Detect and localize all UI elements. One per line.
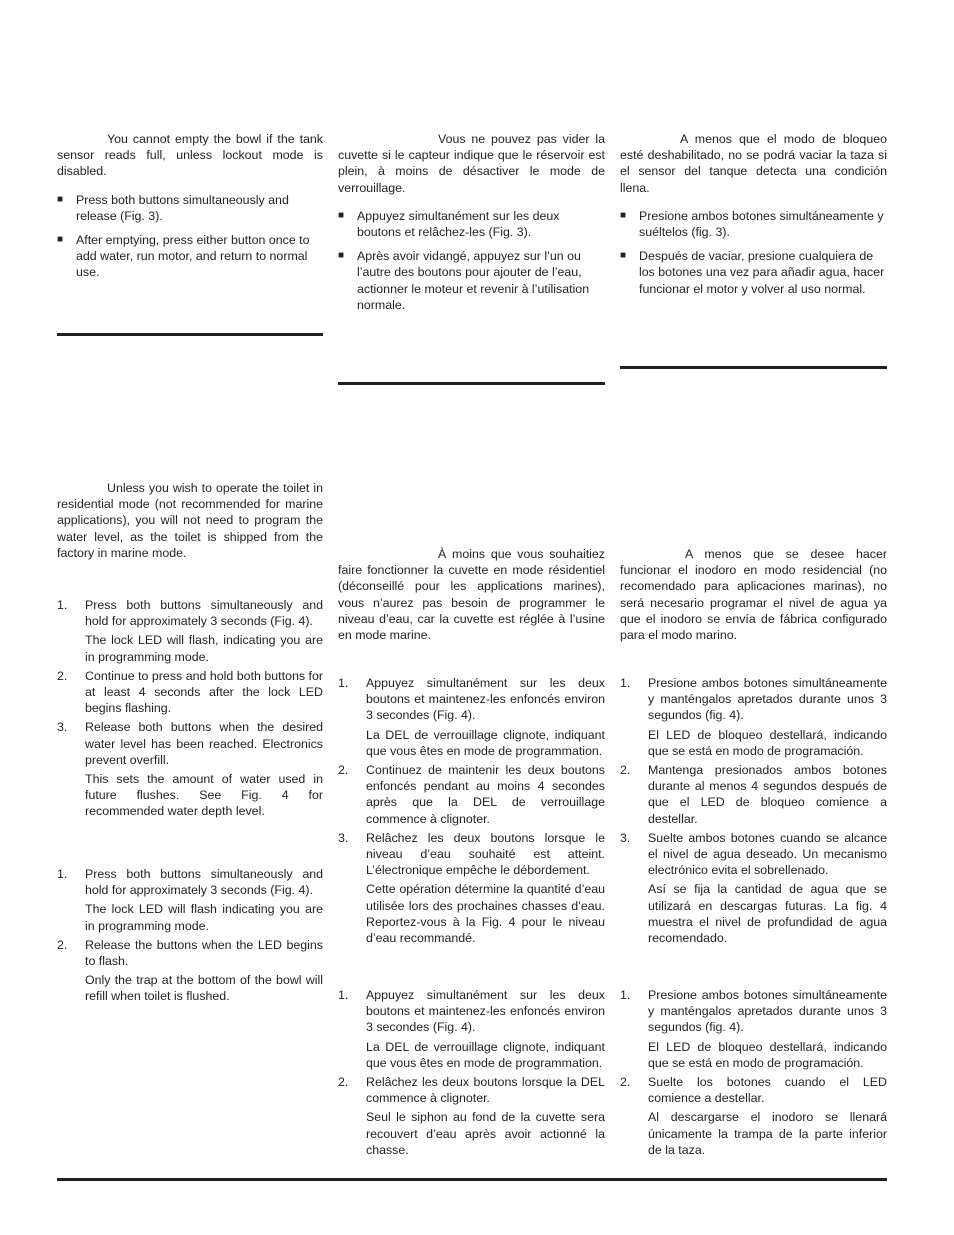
lockout-intro: You cannot empty the bowl if the tank sensor reads full, unless lockout mode is disabled. [57,132,323,179]
list-item [57,866,323,934]
step-number: 2. [338,763,349,778]
step-text: Suelte los botones cuando el LED comience a destellar. [648,1075,887,1106]
step-note: Seul le siphon au fond de la cuvette sera recouvert d’eau après avoir actionné la chasse. [366,1110,605,1157]
program-intro: À moins que vous souhaitiez faire fonctionner la cuvette en mode résidentiel (déconseillé pour les applications marines), vous n’aurez pas besoin de programmer le niveau d’eau, car la cuvette est réglée à l’usine en mode marine. [338,547,605,643]
program-section [620,546,887,643]
step-number: 2. [620,763,631,778]
section-divider [338,382,605,385]
step-number: 3. [57,720,68,735]
lockout-bullet: ■ Appuyez simultanément sur les deux boutons et relâchez-les (Fig. 3). [338,208,605,240]
list-item [57,937,323,1005]
lockout-bullet: ■ Después de vaciar, presione cualquiera de los botones una vez para añadir agua, hacer funcionar el motor y volver al uso normal. [620,248,887,297]
lockout-bullet: ■ Après avoir vidangé, appuyez sur l’un ou l’autre des boutons pour ajouter de l’eau, actionner le moteur et revenir à l’utilisation normale. [338,248,605,313]
step-note: Only the trap at the bottom of the bowl will refill when toilet is flushed. [85,973,323,1004]
trap-steps [57,866,323,1008]
step-text: Mantenga presionados ambos botones durante al menos 4 segundos después de que el LED de bloqueo comience a destellar. [648,763,887,826]
step-text: Presione ambos botones simultáneamente y manténgalos apretados durante unos 3 segundos (fig. 4). [648,676,887,723]
lockout-section [620,131,887,305]
step-number: 1. [620,676,631,690]
step-text: Suelte ambos botones cuando se alcance el nivel de agua deseado. Un mecanismo electrónico evita el sobrellenado. [648,830,887,878]
step-number: 2. [338,1075,349,1090]
lockout-intro: A menos que el modo de bloqueo esté deshabilitado, no se podrá vaciar la taza si el sensor del tanque detecta una condición llena. [620,132,887,195]
list-item [620,762,887,827]
program-intro: Unless you wish to operate the toilet in residential mode (not recommended for marine applications), you will not need to program the water level, as the toilet is shipped from the factory in marine mode. [57,481,323,560]
program-steps [620,675,887,949]
step-text: Continue to press and hold both buttons for at least 4 seconds after the lock LED begins flashing. [85,668,323,716]
step-text: Relâchez les deux boutons lorsque le niveau d’eau souhaité est atteint. L’électronique empêche le débordement. [366,830,605,878]
step-number: 1. [620,988,631,1002]
list-item [338,987,605,1071]
list-item [338,1074,605,1158]
lockout-bullet: ■ Presione ambos botones simultáneamente y suéltelos (fig. 3). [620,208,887,240]
program-steps [338,675,605,949]
program-steps [57,597,323,823]
step-text: Release both buttons when the desired water level has been reached. Electronics prevent overfill. [85,720,323,767]
list-item [620,1074,887,1158]
list-item [338,830,605,946]
step-note: El LED de bloqueo destellará, indicando que se está en modo de programación. [648,1039,887,1070]
step-number: 3. [620,830,631,845]
list-item [620,830,887,946]
step-note: The lock LED will flash indicating you are in programming mode. [85,902,323,933]
step-number: 2. [57,937,68,952]
lockout-intro: Vous ne pouvez pas vider la cuvette si le capteur indique que le réservoir est plein, à moins de désactiver le mode de verrouillage. [338,132,605,195]
section-divider [620,366,887,369]
step-text: Release the buttons when the LED begins to flash. [85,937,323,969]
lockout-bullet: ■ Press both buttons simultaneously and release (Fig. 3). [57,192,323,224]
program-section [57,480,323,561]
list-item [620,987,887,1071]
step-number: 2. [57,668,68,683]
section-divider [57,333,323,336]
step-note: Al descargarse el inodoro se llenará únicamente la trampa de la parte inferior de la taza. [648,1110,887,1157]
trap-steps [338,987,605,1161]
step-text: Relâchez les deux boutons lorsque la DEL commence à clignoter. [366,1075,605,1106]
lockout-section [338,131,605,321]
step-note: The lock LED will flash, indicating you are in programming mode. [85,633,323,664]
step-note: Así se fija la cantidad de agua que se utilizará en descargas futuras. La fig. 4 muestra el nivel de profundidad de agua recomendado. [648,882,887,946]
list-item [57,719,323,819]
step-note: Cette opération détermine la quantité d’eau utilisée lors des prochaines chasses d’eau. Reportez-vous à la Fig. 4 pour le niveau d’eau recommandé. [366,882,605,946]
page-bottom-rule [57,1178,887,1181]
step-note: La DEL de verrouillage clignote, indiquant que vous êtes en mode de programmation. [366,727,605,758]
lockout-bullet: ■ After emptying, press either button once to add water, run motor, and return to normal use. [57,232,323,281]
step-note: La DEL de verrouillage clignote, indiquant que vous êtes en mode de programmation. [366,1039,605,1070]
step-number: 2. [620,1075,631,1090]
list-item [338,675,605,759]
step-number: 3. [338,830,349,845]
trap-steps [620,987,887,1161]
list-item [57,597,323,665]
lockout-section [57,131,323,289]
step-text: Appuyez simultanément sur les deux boutons et maintenez-les enfoncés environ 3 secondes (Fig. 4). [366,676,605,723]
step-note: This sets the amount of water used in future flushes. See Fig. 4 for recommended water depth level. [85,772,323,819]
step-number: 1. [338,988,349,1002]
step-text: Press both buttons simultaneously and hold for approximately 3 seconds (Fig. 4). [85,867,323,898]
list-item [620,675,887,759]
program-intro: A menos que se desee hacer funcionar el inodoro en modo residencial (no recomendado para aplicaciones marinas), no será necesario programar el nivel de agua ya que el inodoro se envía de fábrica configurado para el modo marino. [620,547,887,643]
step-text: Appuyez simultanément sur les deux boutons et maintenez-les enfoncés environ 3 secondes (Fig. 4). [366,988,605,1035]
step-number: 1. [57,867,68,881]
step-number: 1. [57,598,68,612]
list-item [338,762,605,827]
step-text: Press both buttons simultaneously and hold for approximately 3 seconds (Fig. 4). [85,598,323,629]
step-text: Presione ambos botones simultáneamente y manténgalos apretados durante unos 3 segundos (fig. 4). [648,988,887,1035]
step-note: El LED de bloqueo destellará, indicando que se está en modo de programación. [648,727,887,758]
program-section [338,546,605,643]
step-number: 1. [338,676,349,690]
step-text: Continuez de maintenir les deux boutons enfoncés pendant au moins 4 secondes après que la DEL de verrouillage commence à clignoter. [366,763,605,826]
list-item [57,668,323,717]
